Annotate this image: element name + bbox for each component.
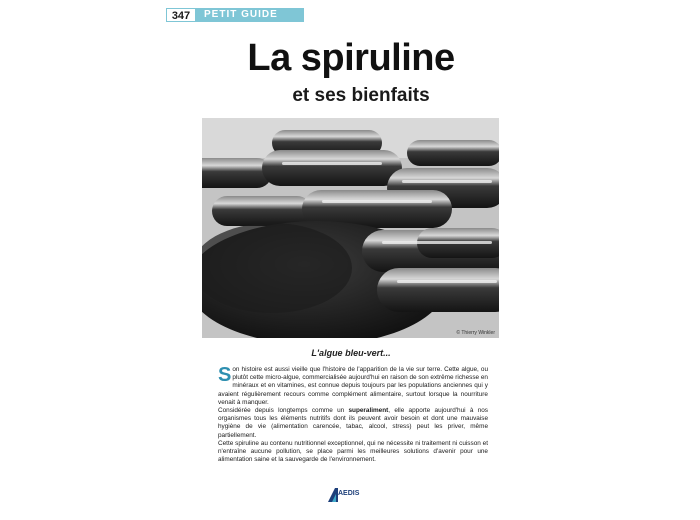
drop-cap: S [218,364,232,386]
blurb-emphasis: superaliment [348,407,389,415]
book-cover [166,0,536,520]
series-number: 347 [166,8,196,22]
publisher-logo [326,486,376,504]
blurb-paragraph-3: Cette spiruline au contenu nutritionnel exceptionnel, qui ne nécessite ni traitement ni cuisson et n'entraîne aucune pollution, se place parmi les meilleures solutions d'avenir pour une alimentation saine et la sauvegarde de l'environnement. [218,439,488,464]
series-label: PETIT GUIDE [196,8,304,22]
cover-photo [202,118,499,338]
blurb-paragraph-2 [218,407,488,440]
photo-credit: © Thierry Winkler [456,330,495,336]
blurb-paragraph-1 [218,366,488,407]
blurb-paragraph-2-start: Considérée depuis longtemps comme un [218,407,349,415]
blurb-paragraph-2-end: , elle apporte aujourd'hui à nos organismes tous les éléments nutritifs dont ils peuvent avoir besoin et dont une mauvaise hygiène de vie (alimentation carencée, tabac, alcool, stress) peut les priver, même partiellement. [218,407,489,439]
book-subtitle: et ses bienfaits [292,85,430,106]
book-title: La spiruline [247,37,455,79]
blurb-paragraph-1-text: on histoire est aussi vieille que l'histoire de l'apparition de la vie sur terre. Cette algue, ou plutôt cette micro-algue, commercialisée aujourd'hui en raison de son extrême richesse en minéraux et en vitamines, est connue depuis toujours par les populations anciennes qui y avaient régulièrement recours comme complément alimentaire, surtout lorsque la nourriture venait à manquer. [218,366,488,406]
publisher-name: AEDIS [338,490,360,497]
capsules-image [202,118,499,338]
series-header [166,8,304,22]
cover-blurb [218,366,488,464]
photo-caption: L'algue bleu-vert... [311,348,391,358]
